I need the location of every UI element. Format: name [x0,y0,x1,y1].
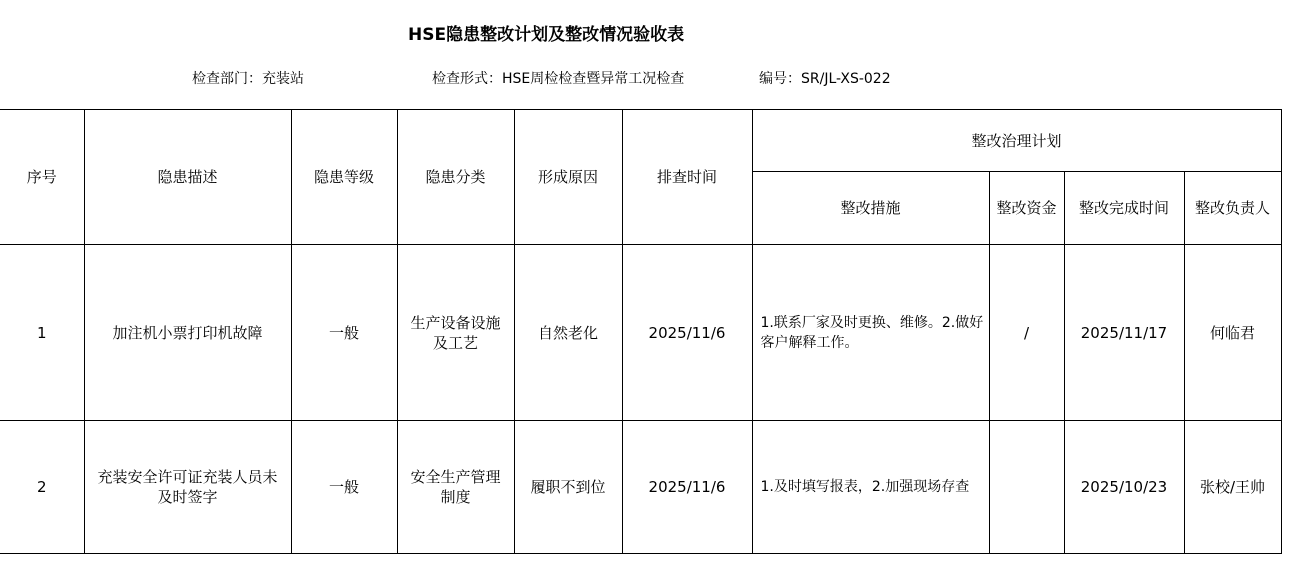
hazard-table [0,109,1282,554]
cell-description: 加注机小票打印机故障 [84,245,291,421]
cell-cause: 自然老化 [514,245,622,421]
cell-finish-time: 2025/11/17 [1064,245,1184,421]
header-level: 隐患等级 [291,110,397,245]
header-cause: 形成原因 [514,110,622,245]
cell-category: 安全生产管理制度 [397,421,514,554]
inspection-form: 检查形式：HSE周检检查暨异常工况检查 [432,71,685,87]
page-title: HSE隐患整改计划及整改情况验收表 [408,25,685,45]
cell-measures: 1.及时填写报表，2.加强现场存查 [752,421,989,554]
header-finish-time: 整改完成时间 [1064,172,1184,245]
header-owner: 整改负责人 [1184,172,1281,245]
cell-level: 一般 [291,245,397,421]
cell-level: 一般 [291,421,397,554]
cell-no: 2 [0,421,84,554]
cell-cause: 履职不到位 [514,421,622,554]
header-funds: 整改资金 [989,172,1064,245]
cell-owner: 张校/王帅 [1184,421,1281,554]
table-row [0,245,1281,421]
cell-funds [989,421,1064,554]
header-measures: 整改措施 [752,172,989,245]
cell-no: 1 [0,245,84,421]
cell-check-time: 2025/11/6 [622,245,752,421]
header-description: 隐患描述 [84,110,291,245]
cell-finish-time: 2025/10/23 [1064,421,1184,554]
cell-funds: / [989,245,1064,421]
inspection-department: 检查部门：充装站 [192,71,304,87]
header-check-time: 排查时间 [622,110,752,245]
header-category: 隐患分类 [397,110,514,245]
cell-owner: 何临君 [1184,245,1281,421]
header-plan: 整改治理计划 [752,110,1281,172]
cell-category: 生产设备设施及工艺 [397,245,514,421]
document-code: 编号：SR/JL-XS-022 [759,71,891,87]
header-no: 序号 [0,110,84,245]
cell-measures: 1.联系厂家及时更换、维修。2.做好客户解释工作。 [752,245,989,421]
table-row [0,421,1281,554]
cell-description: 充装安全许可证充装人员未及时签字 [84,421,291,554]
cell-check-time: 2025/11/6 [622,421,752,554]
